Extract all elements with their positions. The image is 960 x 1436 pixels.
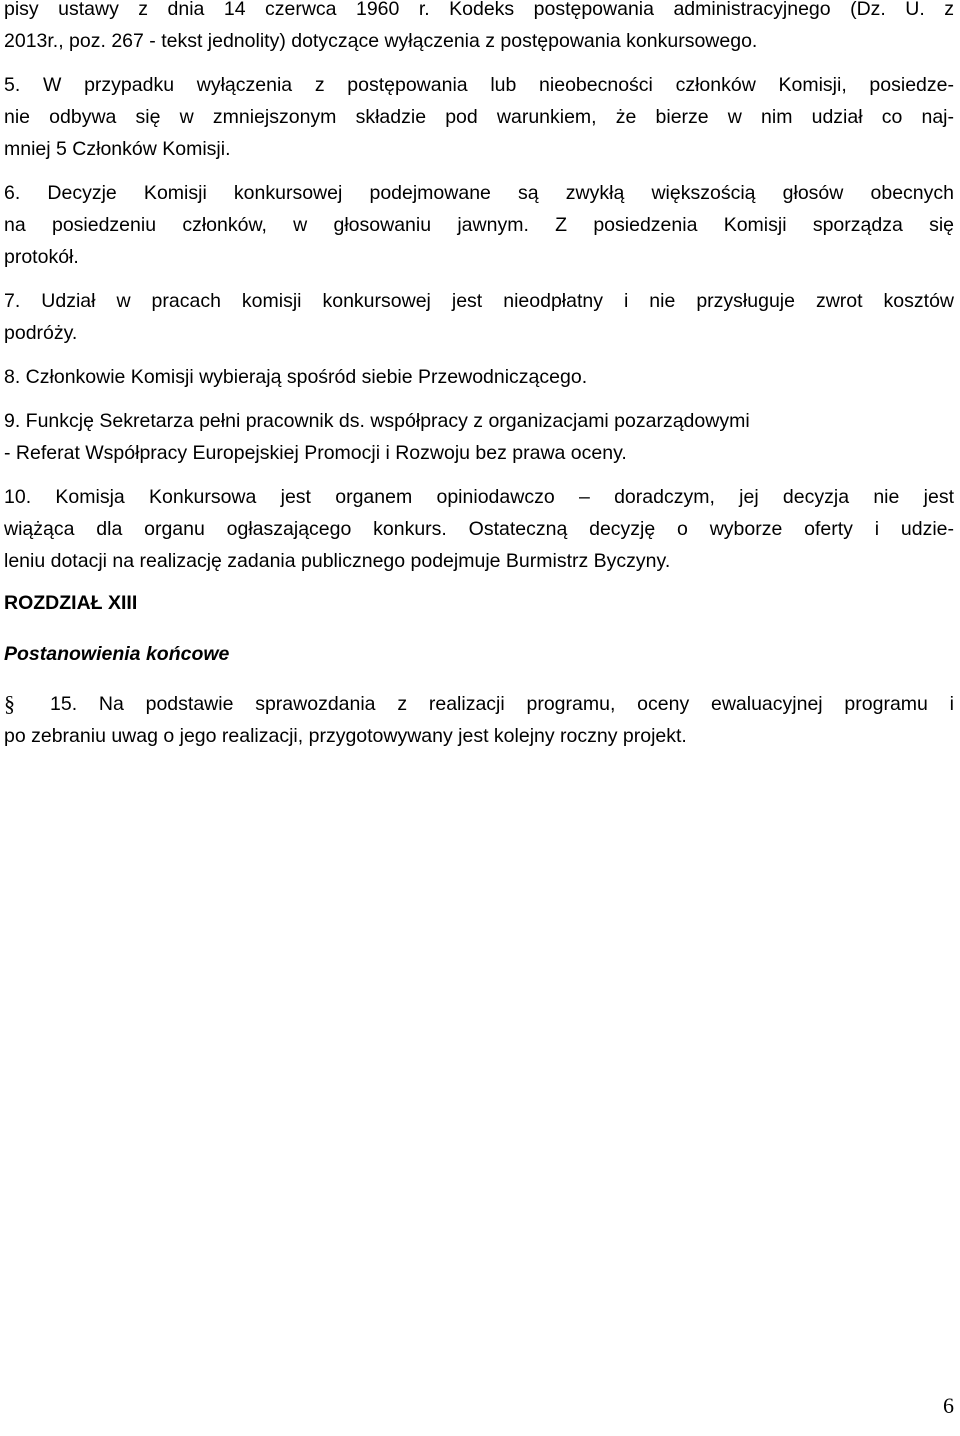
continuation-line-1: pisy ustawy z dnia 14 czerwca 1960 r. Kodeks postępowania administracyjnego (Dz. U. z: [4, 0, 954, 20]
section-15-line-2: po zebraniu uwag o jego realizacji, przygotowywany jest kolejny roczny projekt.: [4, 725, 687, 747]
section-sign: §: [4, 691, 15, 716]
continuation-line-2: 2013r., poz. 267 - tekst jednolity) dotyczące wyłączenia z postępowania konkursowego.: [4, 30, 758, 52]
item-9-line-1: 9. Funkcję Sekretarza pełni pracownik ds. współpracy z organizacjami pozarządowymi: [4, 410, 750, 432]
item-6-line-1: 6. Decyzje Komisji konkursowej podejmowane są zwykłą większością głosów obecnych: [4, 182, 954, 204]
item-7-line-1: 7. Udział w pracach komisji konkursowej jest nieodpłatny i nie przysługuje zwrot kosztów: [4, 290, 954, 312]
item-7-line-2: podróży.: [4, 322, 78, 344]
item-10-line-1: 10. Komisja Konkursowa jest organem opiniodawczo – doradczym, jej decyzja nie jest: [4, 486, 954, 508]
item-5-line-2: nie odbywa się w zmniejszonym składzie pod warunkiem, że bierze w nim udział co naj-: [4, 106, 954, 128]
item-5-line-1: 5. W przypadku wyłączenia z postępowania lub nieobecności członków Komisji, posiedze-: [4, 74, 954, 96]
item-8-line-1: 8. Członkowie Komisji wybierają spośród siebie Przewodniczącego.: [4, 366, 588, 388]
item-5-line-3: mniej 5 Członków Komisji.: [4, 138, 231, 160]
item-9-line-2: - Referat Współpracy Europejskiej Promocji i Rozwoju bez prawa oceny.: [4, 442, 627, 464]
item-6-line-3: protokół.: [4, 246, 79, 268]
chapter-heading: ROZDZIAŁ XIII: [4, 592, 138, 614]
item-6-line-2: na posiedzeniu członków, w głosowaniu jawnym. Z posiedzenia Komisji sporządza się: [4, 214, 954, 236]
chapter-subheading: Postanowienia końcowe: [4, 643, 230, 665]
section-15-line-1: 15. Na podstawie sprawozdania z realizacji programu, oceny ewaluacyjnej programu i: [50, 693, 954, 715]
item-10-line-2: wiążąca dla organu ogłaszającego konkurs. Ostateczną decyzję o wyborze oferty i udzie-: [4, 518, 954, 540]
item-10-line-3: leniu dotacji na realizację zadania publicznego podejmuje Burmistrz Byczyny.: [4, 550, 671, 572]
page-number: 6: [943, 1393, 954, 1418]
